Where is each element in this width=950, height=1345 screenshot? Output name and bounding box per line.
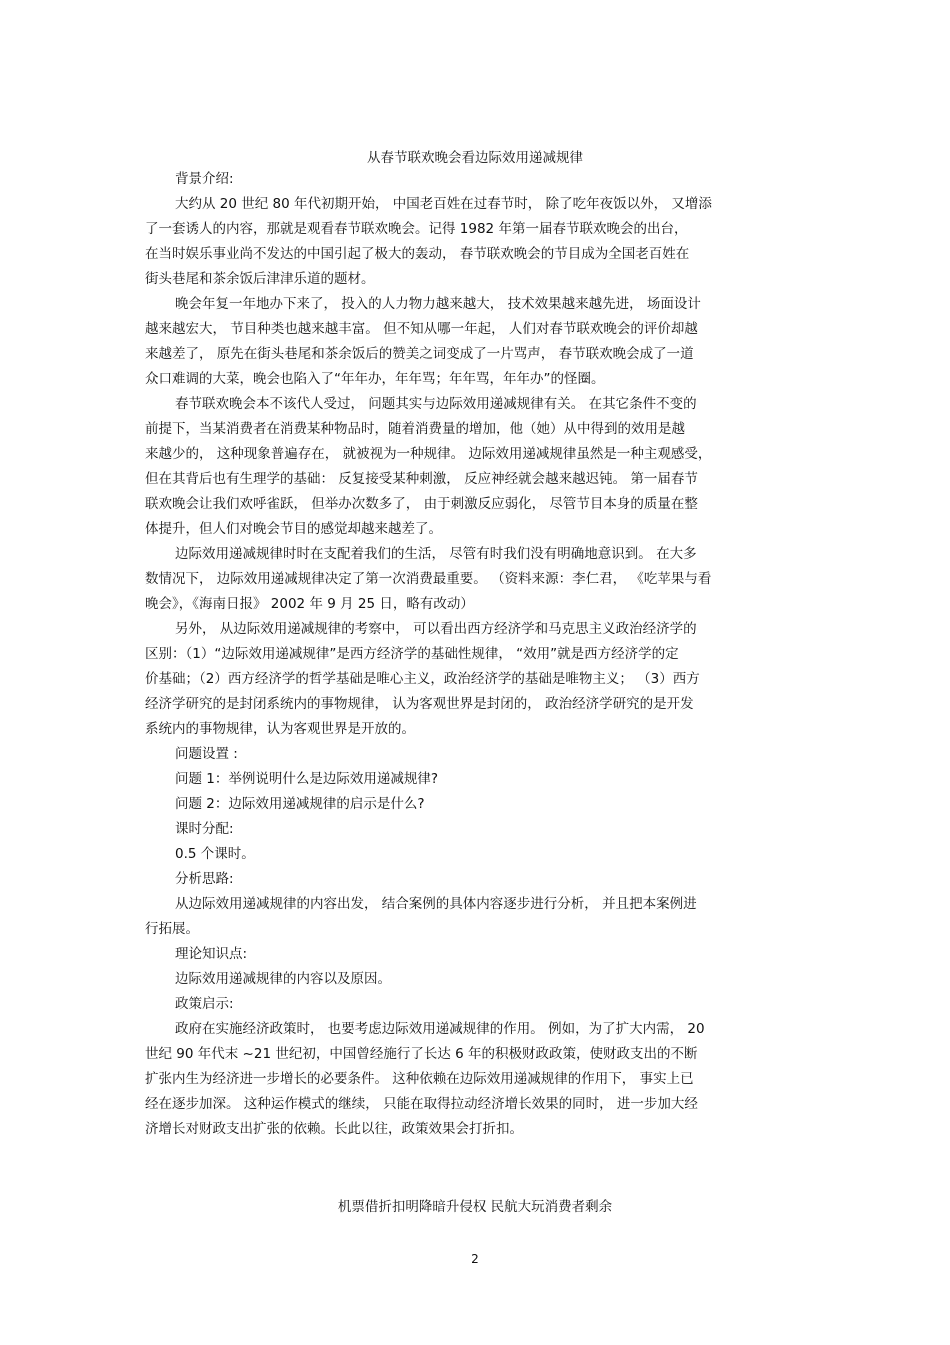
body-text-line: 来越少的， 这种现象普遍存在， 就被视为一种规律。 边际效用递减规律虽然是一种主观感受， <box>145 446 712 462</box>
body-text-line: 来越差了， 原先在街头巷尾和茶余饭后的赞美之词变成了一片骂声， 春节联欢晚会成了一道 <box>145 346 694 362</box>
body-text-line: 但在其背后也有生理学的基础： 反复接受某种刺激， 反应神经就会越来越迟钝。 第一届春节 <box>145 471 698 487</box>
body-text-line: 价基础；（2）西方经济学的哲学基础是唯心主义，政治经济学的基础是唯物主义； （3）西方 <box>145 671 700 687</box>
body-text-line: 系统内的事物规律，认为客观世界是开放的。 <box>145 721 415 737</box>
body-text-line: 背景介绍: <box>175 171 234 187</box>
body-text-line: 问题 2：边际效用递减规律的启示是什么? <box>175 796 425 812</box>
body-text-line: 政府在实施经济政策时， 也要考虑边际效用递减规律的作用。 例如，为了扩大内需， 20 <box>175 1021 705 1037</box>
body-text-line: 政策启示: <box>175 996 234 1012</box>
body-text-line: 世纪 90 年代末 ~21 世纪初，中国曾经施行了长达 6 年的积极财政政策，使财政支出的不断 <box>145 1046 698 1062</box>
body-text-line: 数情况下， 边际效用递减规律决定了第一次消费最重要。 （资料来源：李仁君， 《吃苹果与看 <box>145 571 712 587</box>
body-text-line: 区别：（1）“边际效用递减规律”是西方经济学的基础性规律， “效用”就是西方经济学的定 <box>145 646 679 662</box>
body-text-line: 晚会》，《海南日报》 2002 年 9 月 25 日，略有改动） <box>145 596 474 612</box>
body-text-line: 问题设置 : <box>175 746 238 762</box>
body-text-line: 边际效用递减规律的内容以及原因。 <box>175 971 391 987</box>
page-number: 2 <box>471 1252 479 1266</box>
body-text-line: 课时分配: <box>175 821 234 837</box>
body-text-line: 前提下，当某消费者在消费某种物品时，随着消费量的增加，他（她）从中得到的效用是越 <box>145 421 685 437</box>
body-text-line: 众口难调的大菜，晚会也陷入了“年年办，年年骂；年年骂，年年办”的怪圈。 <box>145 371 605 387</box>
body-text-line: 另外， 从边际效用递减规律的考察中， 可以看出西方经济学和马克思主义政治经济学的 <box>175 621 697 637</box>
body-text-line: 理论知识点: <box>175 946 248 962</box>
body-text-line: 问题 1：举例说明什么是边际效用递减规律? <box>175 771 439 787</box>
body-text-line: 越来越宏大， 节目种类也越来越丰富。 但不知从哪一年起， 人们对春节联欢晚会的评价却越 <box>145 321 698 337</box>
body-text-line: 经在逐步加深。 这种运作模式的继续， 只能在取得拉动经济增长效果的同时， 进一步加大经 <box>145 1096 698 1112</box>
document-title: 从春节联欢晚会看边际效用递减规律 <box>367 150 583 166</box>
body-text-line: 了一套诱人的内容，那就是观看春节联欢晚会。记得 1982 年第一届春节联欢晚会的出台， <box>145 221 688 237</box>
body-text-line: 体提升，但人们对晚会节目的感觉却越来越差了。 <box>145 521 442 537</box>
body-text-line: 边际效用递减规律时时在支配着我们的生活， 尽管有时我们没有明确地意识到。 在大多 <box>175 546 697 562</box>
body-text-line: 联欢晚会让我们欢呼雀跃， 但举办次数多了， 由于刺激反应弱化， 尽管节目本身的质量在整 <box>145 496 698 512</box>
next-section-title: 机票借折扣明降暗升侵权 民航大玩消费者剩余 <box>337 1199 613 1215</box>
body-text-line: 经济学研究的是封闭系统内的事物规律， 认为客观世界是封闭的， 政治经济学研究的是开发 <box>145 696 694 712</box>
body-text-line: 街头巷尾和茶余饭后津津乐道的题材。 <box>145 271 375 287</box>
body-text-line: 0.5 个课时。 <box>175 846 255 862</box>
body-text-line: 春节联欢晚会本不该代人受过， 问题其实与边际效用递减规律有关。 在其它条件不变的 <box>175 396 697 412</box>
body-text-line: 行拓展。 <box>145 921 199 937</box>
body-text-line: 从边际效用递减规律的内容出发， 结合案例的具体内容逐步进行分析， 并且把本案例进 <box>175 896 697 912</box>
body-text-line: 在当时娱乐事业尚不发达的中国引起了极大的轰动， 春节联欢晚会的节目成为全国老百姓在 <box>145 246 690 262</box>
body-text-line: 扩张内生为经济进一步增长的必要条件。 这种依赖在边际效用递减规律的作用下， 事实上已 <box>145 1071 694 1087</box>
body-text-line: 大约从 20 世纪 80 年代初期开始， 中国老百姓在过春节时， 除了吃年夜饭以外， 又增添 <box>175 196 712 212</box>
body-text-line: 济增长对财政支出扩张的依赖。长此以往，政策效果会打折扣。 <box>145 1121 523 1137</box>
body-text-line: 分析思路: <box>175 871 234 887</box>
body-text-line: 晚会年复一年地办下来了， 投入的人力物力越来越大， 技术效果越来越先进， 场面设计 <box>175 296 701 312</box>
